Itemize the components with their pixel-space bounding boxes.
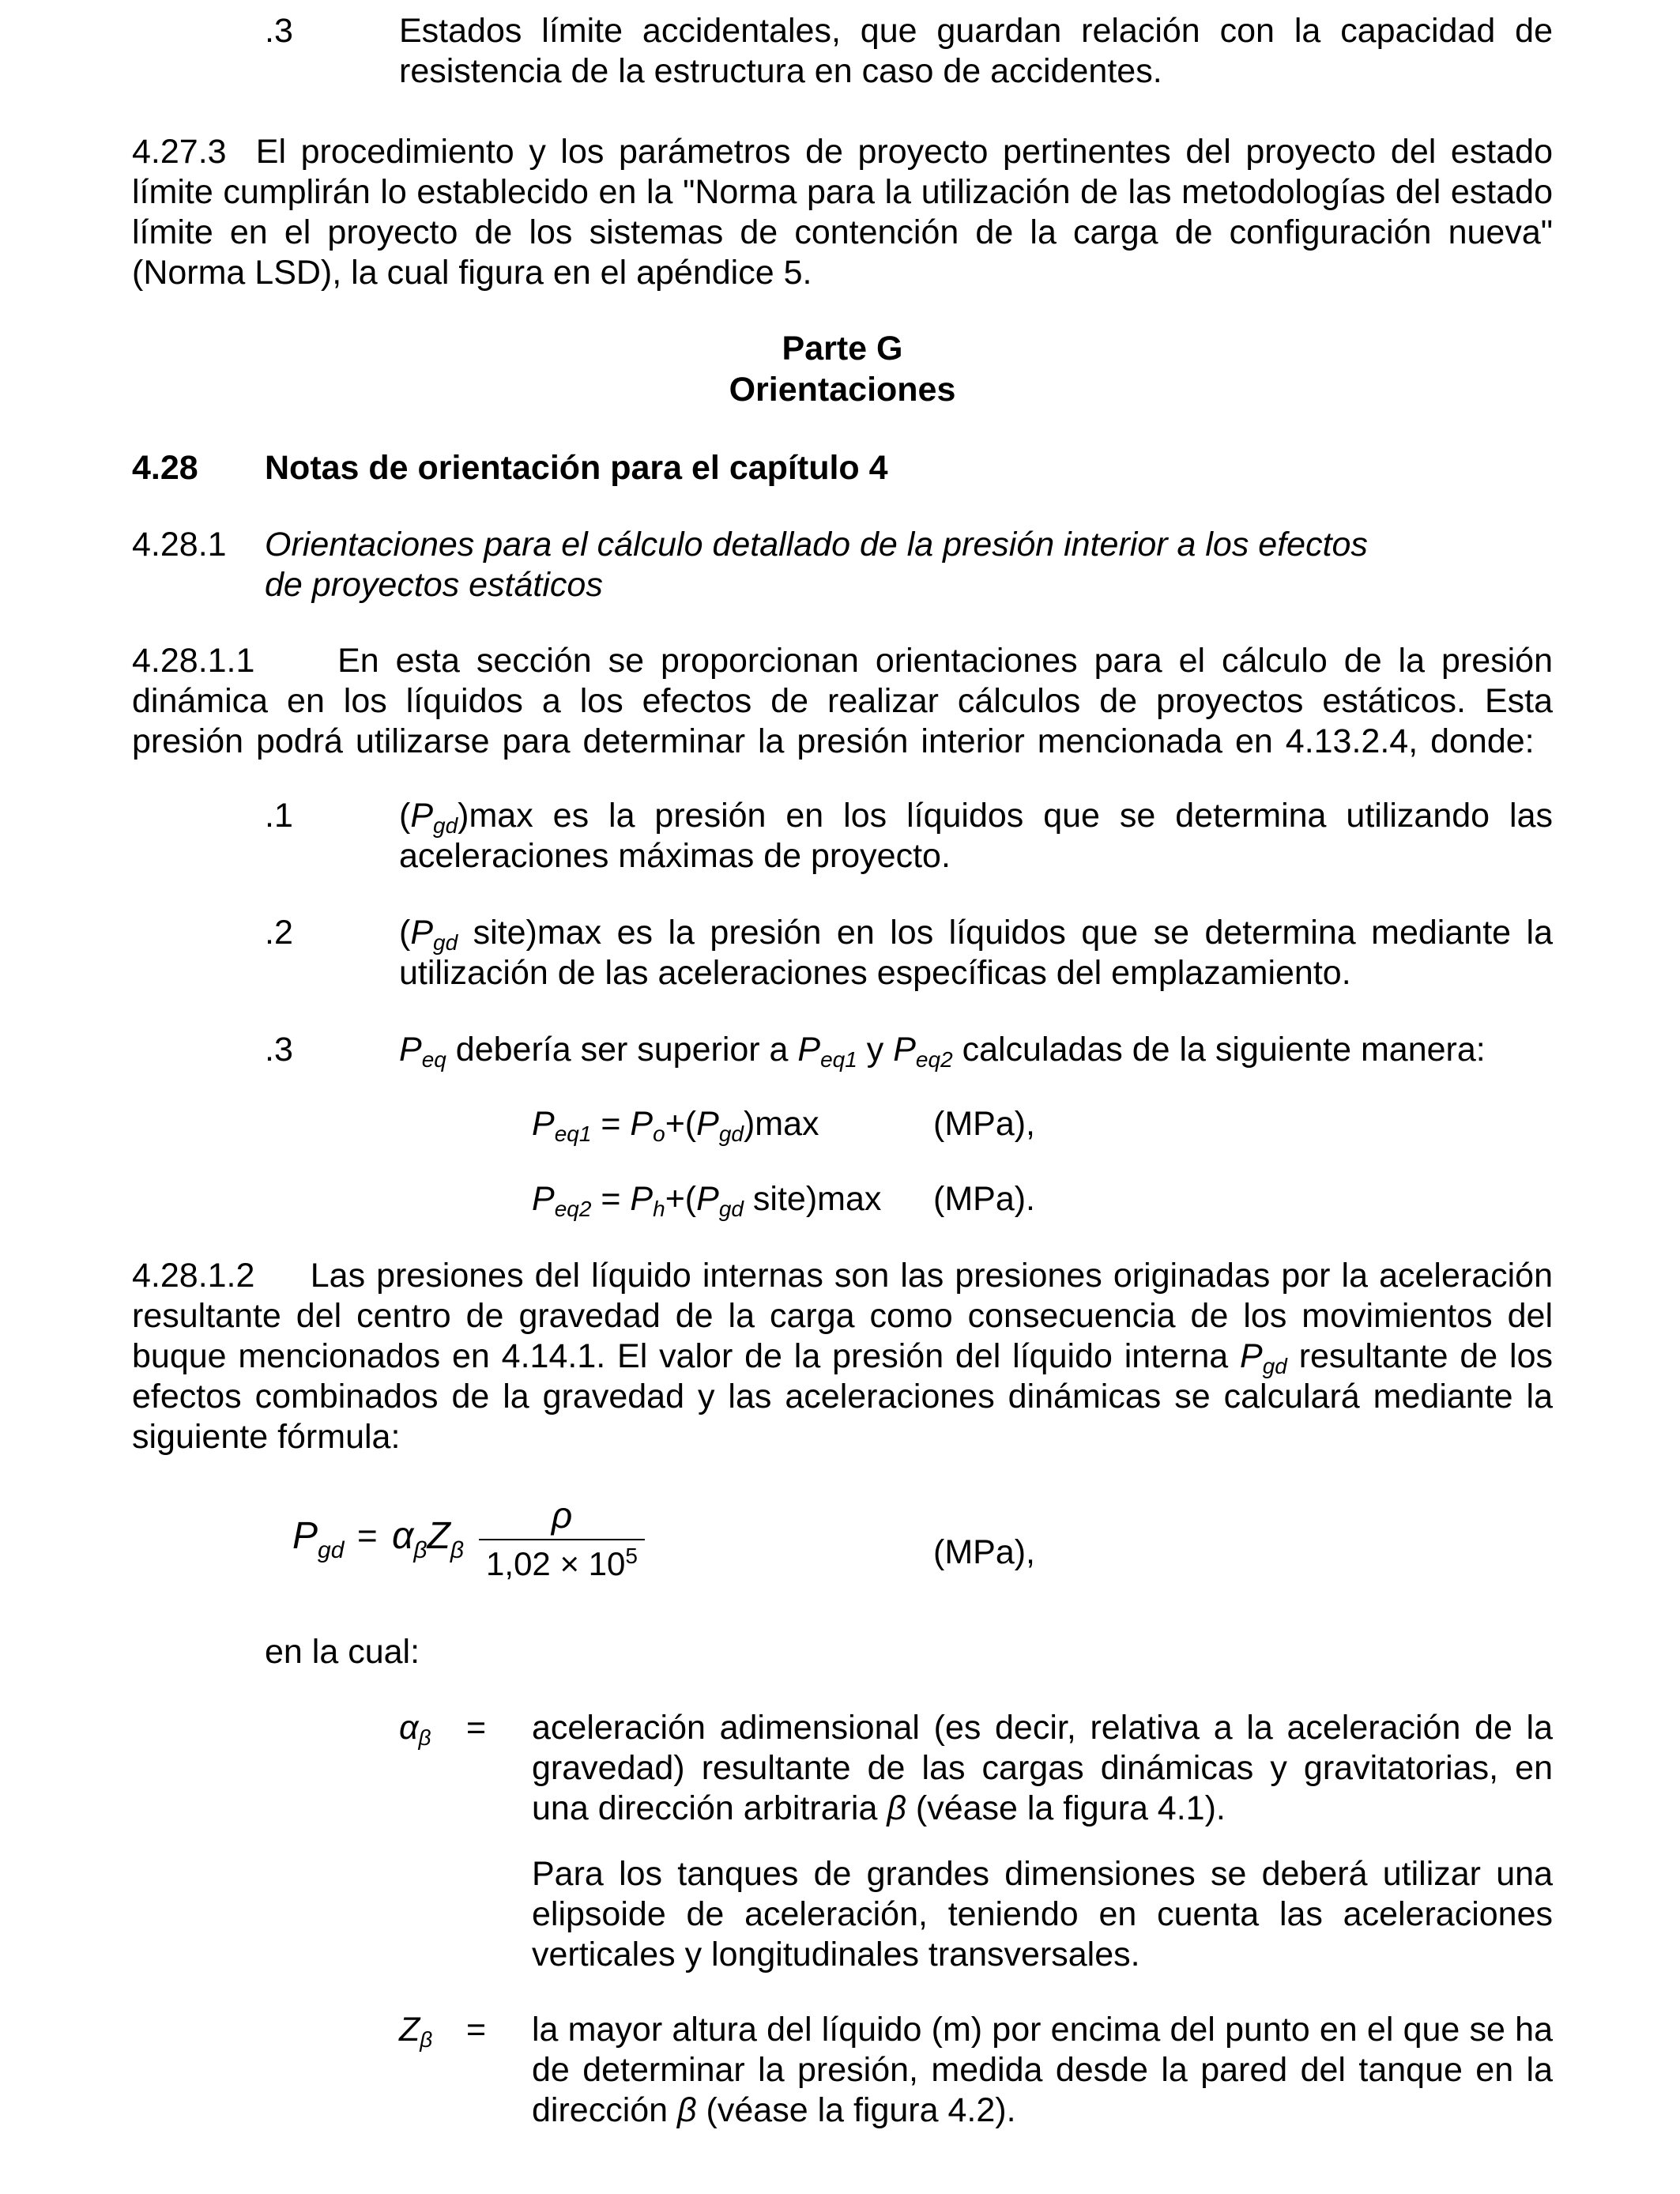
item-number: .2 [265,914,293,952]
subsection-heading-line1: Orientaciones para el cálculo detallado de la presión interior a los efectos [265,526,1368,564]
subsection-number: 4.28.1 [132,526,227,564]
definition-text-z: la mayor altura del líquido (m) por encima del punto en el que se ha de determinar la presión, medida desde la pared del tanque en la dirección β (véase la figura 4.2). [532,2011,1553,2129]
paragraph-4-28-1-2: 4.28.1.2 Las presiones del líquido internas son las presiones originadas por la aceleración resultante del centro de gravedad de la carga como consecuencia de los movimientos del buque mencionados en 4.14.1. El valor de la presión del líquido interna $P_{gd}$ resultante de los efectos combinados de la gravedad y las aceleraciones dinámicas se calculará mediante la siguiente fórmula: [132,1257,1553,1456]
formula-alpha-z: $\alpha_\beta Z_\beta$ [392,1515,464,1563]
item-text: ($P_{gd}$ site)max es la presión en los líquidos que se determina mediante la utilización de las aceleraciones específicas del emplazamiento. [399,914,1553,992]
definition-text-alpha: aceleración adimensional (es decir, relativa a la aceleración de la gravedad) resultante de las cargas dinámicas y gravitatorias, en una dirección arbitraria β (véase la figura 4.1). [532,1709,1553,1827]
paragraph-4-28-1-1 [132,641,1553,762]
formula-unit: (MPa), [933,1533,1035,1571]
item-number: .1 [265,797,293,835]
formula-numerator: ρ [551,1495,573,1536]
paragraph-number: 4.28.1.1 [132,642,255,680]
definition-equals: = [466,1709,487,1747]
formula-equals: = [357,1517,378,1555]
formula-denominator: $1,02 \times 10^5$ [486,1544,638,1582]
paragraph-4-27-3 [132,132,1553,293]
part-title: Parte G [782,330,903,368]
item-text: $P_{eq}$ debería ser superior a $P_{eq1}$ y $P_{eq2}$ calculadas de la siguiente manera: [399,1031,1486,1072]
equation-peq1: $P_{eq1} = P_o+(P_{gd})\max$ [532,1105,819,1146]
definition-text-alpha-note: Para los tanques de grandes dimensiones se deberá utilizar una elipsoide de aceleración, teniendo en cuenta las aceleraciones verticales y longitudinales transversales. [532,1855,1553,1973]
equation-unit: (MPa). [933,1180,1035,1218]
paragraph-number: 4.28.1.2 [132,1257,255,1295]
fraction-bar [479,1539,645,1540]
paragraph-text: El procedimiento y los parámetros de proyecto pertinentes del proyecto del estado límite cumplirán lo establecido en la "Norma para la utilización de las metodologías del estado límite en el proyecto de los sistemas de contención de la carga de configuración nueva" (Norma LSD), la cual figura en el apéndice 5. [132,133,1553,292]
subsection-heading-line2: de proyectos estáticos [265,566,603,604]
definition-symbol-z: $Z_\beta$ [399,2011,433,2052]
section-heading: Notas de orientación para el capítulo 4 [265,449,888,487]
item-number: .3 [265,12,293,50]
paragraph-text: En esta sección se proporcionan orientaciones para el cálculo de la presión dinámica en los líquidos a los efectos de realizar cálculos de proyectos estáticos. Esta presión podrá utilizarse para determinar la presión interior mencionada en 4.13.2.4, donde: [132,642,1553,760]
formula-lhs: $P_{gd}$ [292,1515,345,1563]
text-en-la-cual: en la cual: [265,1633,420,1671]
definition-equals: = [466,2011,487,2049]
equation-unit: (MPa), [933,1105,1035,1143]
section-number: 4.28 [132,449,198,487]
equation-peq2: $P_{eq2} = P_h+(P_{gd}$ site)max [532,1180,882,1221]
item-text: Estados límite accidentales, que guardan relación con la capacidad de resistencia de la estructura en caso de accidentes. [399,12,1553,90]
item-text: $(P_{gd})\max$ es la presión en los líquidos que se determina utilizando las aceleraciones máximas de proyecto. [399,797,1553,875]
item-number: .3 [265,1031,293,1069]
definition-symbol-alpha: $\alpha_\beta$ [399,1709,431,1750]
paragraph-number: 4.27.3 [132,133,227,171]
formula-fraction [479,1495,645,1584]
part-subtitle: Orientaciones [729,371,956,409]
